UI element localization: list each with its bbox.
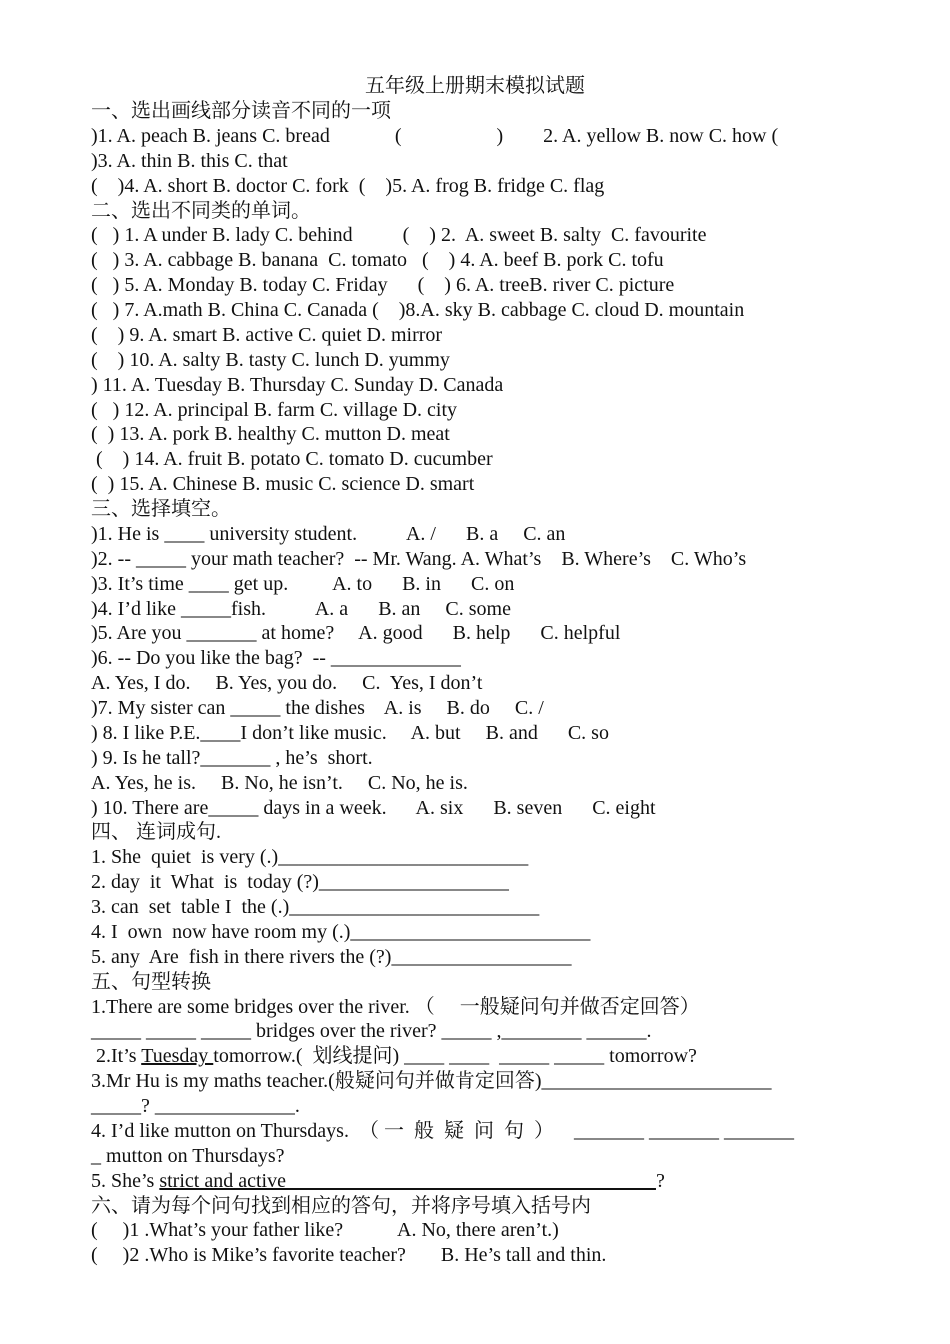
section-heading: 四、 连词成句. bbox=[91, 821, 221, 844]
question-line: 4. I own now have room my (.)________________________ bbox=[91, 920, 591, 943]
question-line: ( ) 12. A. principal B. farm C. village D. city bbox=[91, 398, 458, 421]
question-line: ( )2 .Who is Mike’s favorite teacher? B. He’s tall and thin. bbox=[91, 1244, 607, 1267]
section-heading: 六、请为每个问句找到相应的答句，并将序号填入括号内 bbox=[91, 1194, 591, 1217]
question-line: )3. A. thin B. this C. that bbox=[91, 149, 288, 172]
question-line: 3.Mr Hu is my maths teacher.(般疑问句并做肯定回答)_______________________ bbox=[91, 1070, 772, 1093]
question-line: ) 10. There are_____ days in a week. A. six B. seven C. eight bbox=[91, 796, 656, 819]
question-line: ( ) 15. A. Chinese B. music C. science D. smart bbox=[91, 473, 475, 496]
question-line: )2. -- _____ your math teacher? -- Mr. Wang. A. What’s B. Where’s C. Who’s bbox=[91, 547, 747, 570]
line-text: ? bbox=[655, 1169, 665, 1192]
question-line: _____? ______________. bbox=[91, 1095, 300, 1117]
question-line: 1. She quiet is very (.)_________________________ bbox=[91, 846, 529, 869]
section-heading: 五、句型转换 bbox=[91, 970, 211, 993]
question-line: A. Yes, he is. B. No, he isn’t. C. No, he is. bbox=[91, 771, 468, 794]
question-line: )1. He is ____ university student. A. / B. a C. an bbox=[91, 522, 566, 545]
question-line: 5. any Are fish in there rivers the (?)__________________ bbox=[91, 945, 572, 968]
question-line: )1. A. peach B. jeans C. bread ( ) 2. A. yellow B. now C. how ( bbox=[91, 124, 779, 147]
question-line: ( ) 13. A. pork B. healthy C. mutton D. meat bbox=[91, 423, 450, 446]
line-text: 2.It’s bbox=[91, 1045, 142, 1068]
exam-title: 五年级上册期末模拟试题 bbox=[365, 75, 585, 97]
question-line: )7. My sister can _____ the dishes A. is B. do C. / bbox=[91, 697, 544, 719]
line-text: tomorrow.( 划线提问) ____ ____ _____ _____ tomorrow? bbox=[213, 1045, 697, 1068]
question-line bbox=[91, 1044, 871, 1069]
question-line bbox=[91, 1169, 871, 1194]
question-line: ( )1 .What’s your father like? A. No, there aren’t.) bbox=[91, 1219, 559, 1242]
underlined-phrase: strict and active bbox=[159, 1169, 656, 1192]
question-line: ( ) 9. A. smart B. active C. quiet D. mirror bbox=[91, 323, 443, 346]
question-line: ) 11. A. Tuesday B. Thursday C. Sunday D. Canada bbox=[91, 373, 504, 396]
section-heading: 一、选出画线部分读音不同的一项 bbox=[91, 100, 391, 122]
question-line: 3. can set table I the (.)_________________________ bbox=[91, 896, 540, 918]
section-heading: 二、选出不同类的单词。 bbox=[91, 199, 311, 222]
question-line: ( )4. A. short B. doctor C. fork ( )5. A. frog B. fridge C. flag bbox=[91, 174, 605, 197]
question-line: ( ) 1. A under B. lady C. behind ( ) 2. A. sweet B. salty C. favourite bbox=[91, 224, 707, 247]
question-line: ( ) 7. A.math B. China C. Canada ( )8.A. sky B. cabbage C. cloud D. mountain bbox=[91, 299, 745, 321]
question-line: ) 9. Is he tall?_______ , he’s short. bbox=[91, 746, 373, 769]
question-line: )4. I’d like _____fish. A. a B. an C. some bbox=[91, 597, 511, 620]
exam-body bbox=[91, 99, 871, 1268]
question-line: ( ) 5. A. Monday B. today C. Friday ( ) 6. A. treeB. river C. picture bbox=[91, 274, 675, 297]
question-line: )5. Are you _______ at home? A. good B. help C. helpful bbox=[91, 622, 621, 645]
question-line: 2. day it What is today (?)___________________ bbox=[91, 871, 509, 894]
underlined-word: Tuesday bbox=[141, 1045, 214, 1068]
question-line: 4. I’d like mutton on Thursdays. （ 一 般 疑 问 句 ） _______ _______ _______ bbox=[91, 1119, 794, 1142]
line-text: 5. She’s bbox=[91, 1169, 160, 1192]
question-line: ) 8. I like P.E.____I don’t like music. A. but B. and C. so bbox=[91, 721, 609, 744]
question-line: _____ _____ _____ bridges over the river? _____ ,________ ______. bbox=[91, 1020, 652, 1043]
question-line: ( ) 10. A. salty B. tasty C. lunch D. yummy bbox=[91, 348, 450, 371]
section-heading: 三、选择填空。 bbox=[91, 498, 231, 520]
question-line: )6. -- Do you like the bag? -- _____________ bbox=[91, 647, 461, 670]
question-line: )3. It’s time ____ get up. A. to B. in C. on bbox=[91, 572, 515, 595]
question-line: _ mutton on Thursdays? bbox=[91, 1144, 285, 1167]
question-line: 1.There are some bridges over the river. （ 一般疑问句并做否定回答） bbox=[91, 995, 700, 1018]
question-line: ( ) 3. A. cabbage B. banana C. tomato ( ) 4. A. beef B. pork C. tofu bbox=[91, 249, 664, 272]
question-line: A. Yes, I do. B. Yes, you do. C. Yes, I don’t bbox=[91, 672, 483, 695]
question-line: ( ) 14. A. fruit B. potato C. tomato D. cucumber bbox=[91, 448, 493, 471]
